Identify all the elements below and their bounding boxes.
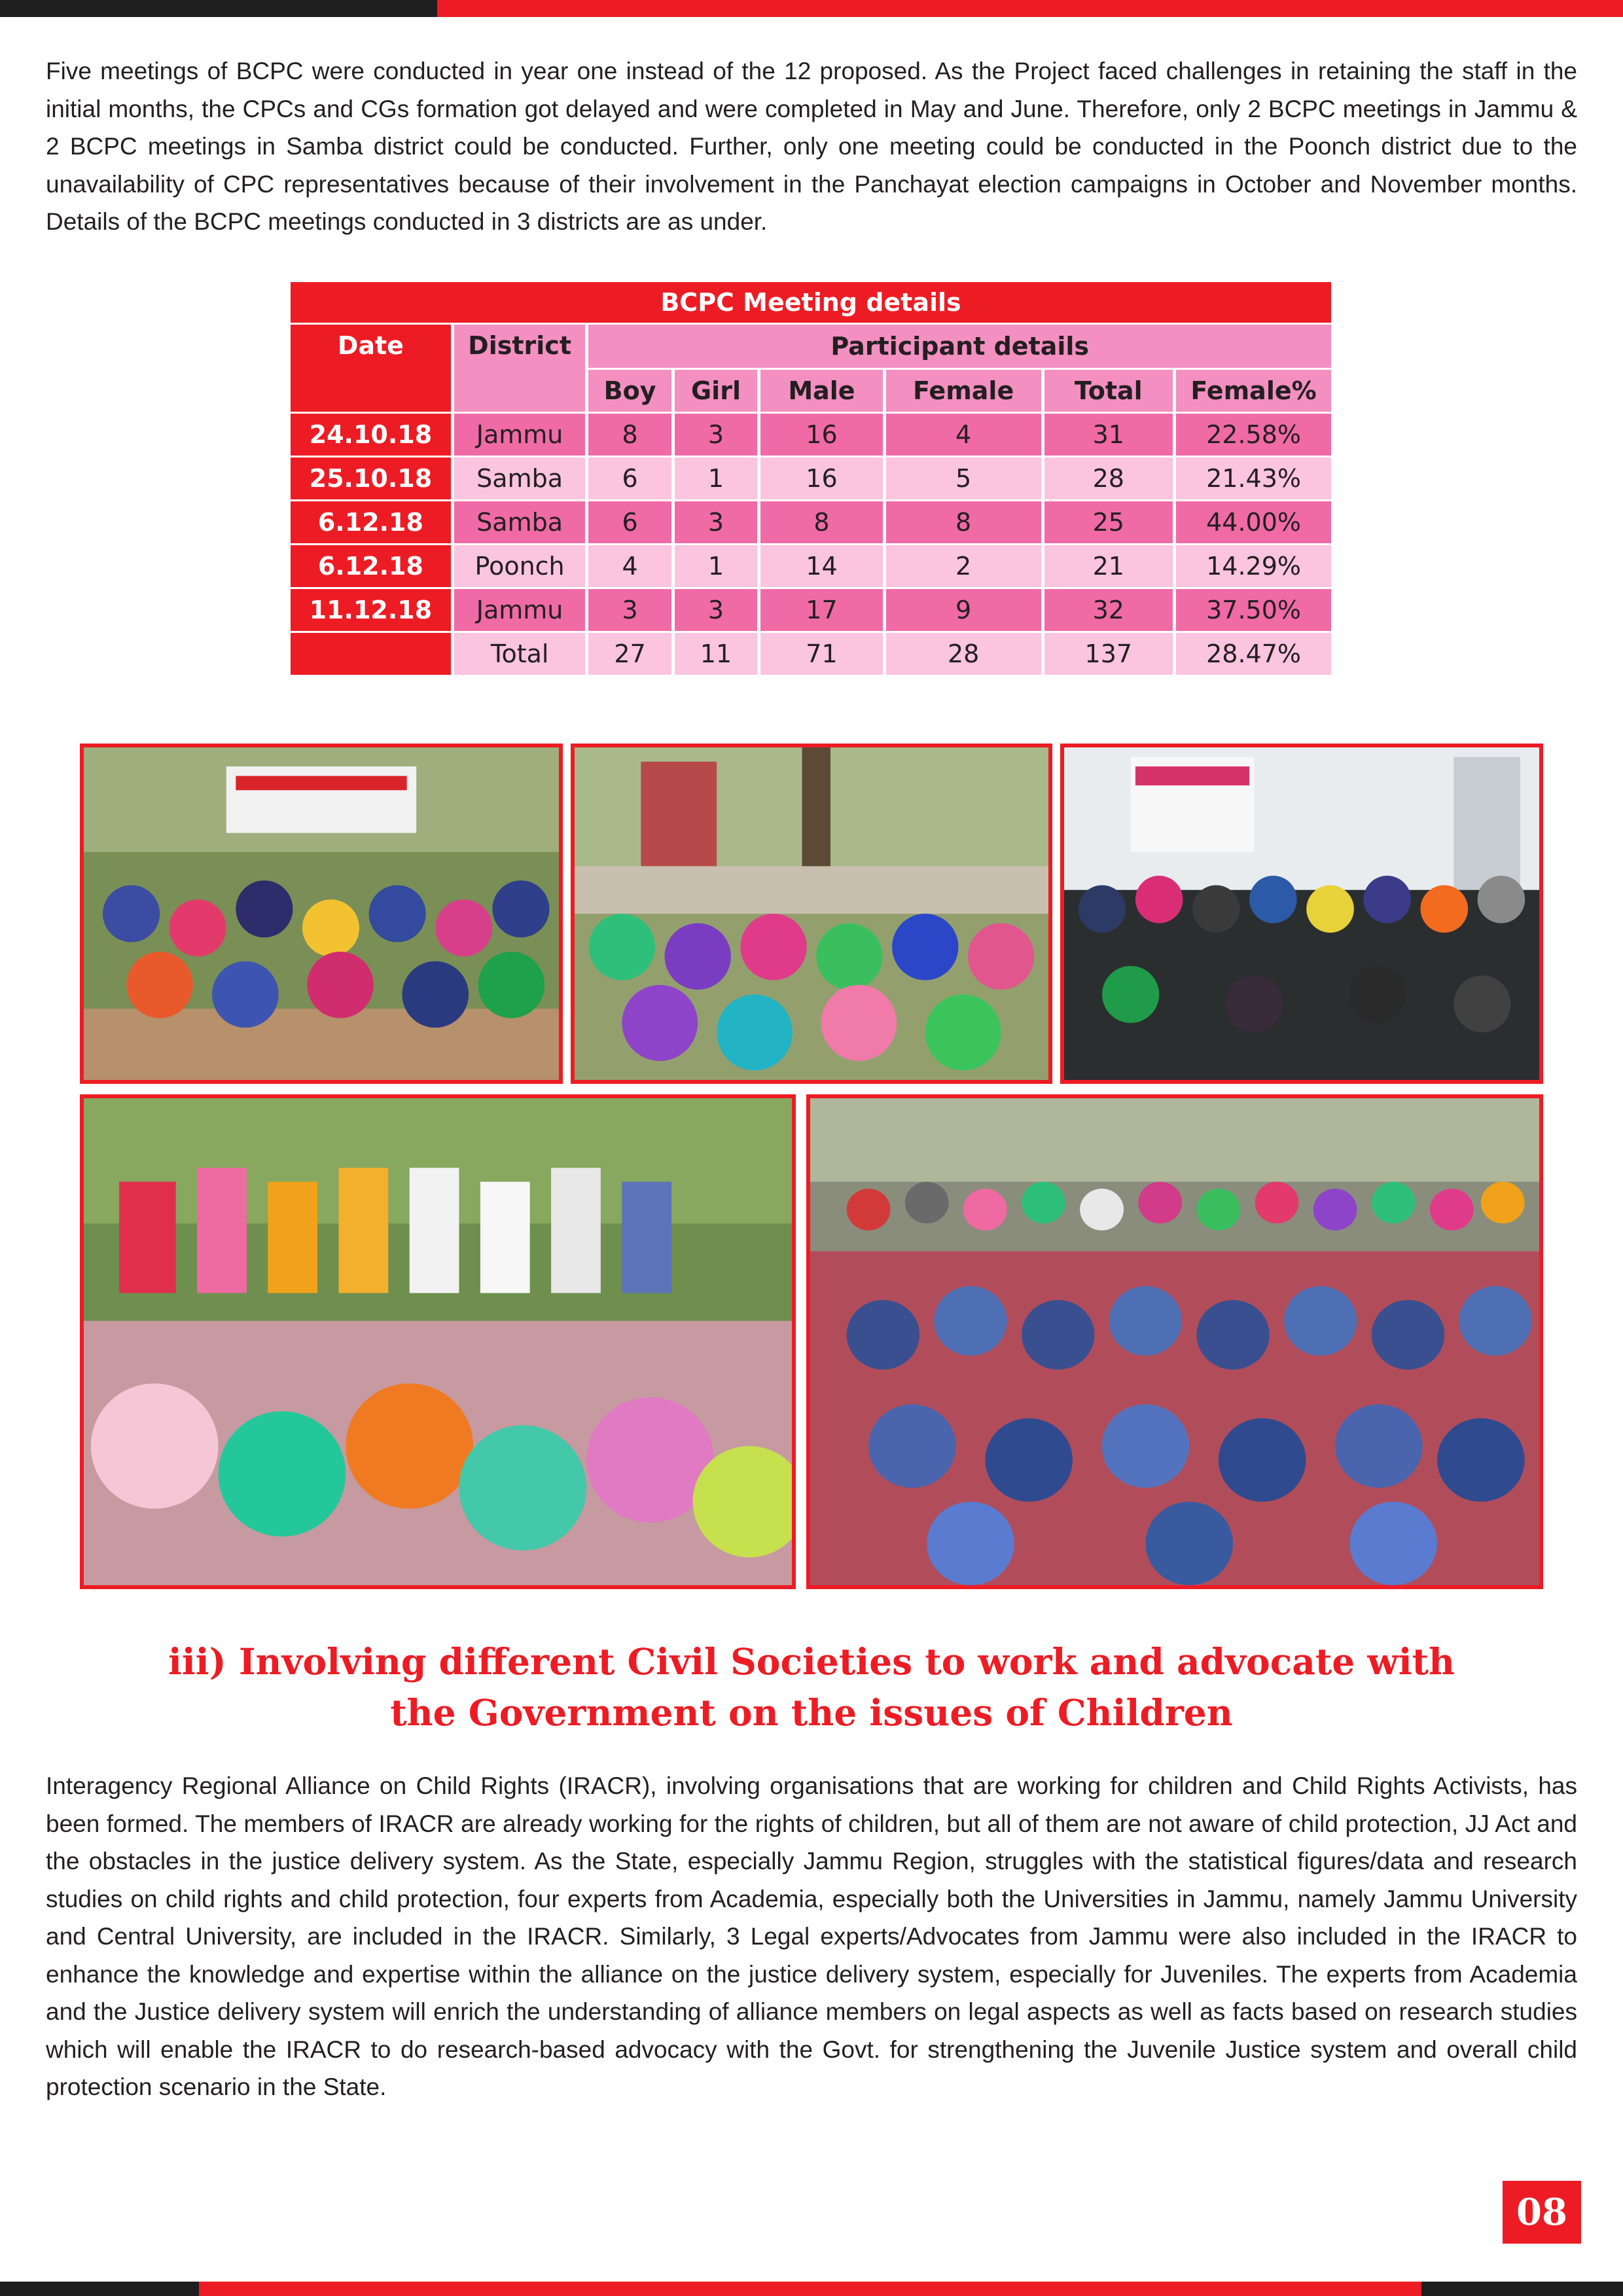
intro-paragraph: Five meetings of BCPC were conducted in year one instead of the 12 proposed. As the Project faced challenges in retaining the staff in the initial months, the CPCs and CGs formation got delayed and were completed in May and June. Therefore, only 2 BCPC meetings in Jammu & 2 BCPC meetings in Samba district could be conducted. Further, only one meeting could be conducted in the Poonch district due to the unavailability of CPC representatives because of their involvement in the Panchayat election campaigns in October and November months. Details of the BCPC meetings conducted in 3 districts are as under. <box>46 58 1577 235</box>
total-cell: 31 <box>1044 414 1173 456</box>
total-label-cell: Total <box>454 633 586 675</box>
district-cell: Poonch <box>454 545 586 587</box>
date-cell: 6.12.18 <box>291 545 451 587</box>
page-number: 08 <box>1503 2181 1581 2244</box>
female-pct-cell: 21.43% <box>1176 457 1331 499</box>
date-cell: 11.12.18 <box>291 589 451 631</box>
boy-cell: 6 <box>588 501 671 543</box>
male-cell: 16 <box>760 414 883 456</box>
boy-cell: 3 <box>588 589 671 631</box>
table-total-row <box>291 633 1331 675</box>
table-row <box>291 501 1331 543</box>
male-cell: 17 <box>760 589 883 631</box>
female-pct-cell: 44.00% <box>1176 501 1331 543</box>
district-cell: Samba <box>454 457 586 499</box>
section-heading-line2: the Government on the issues of Children <box>390 1691 1233 1734</box>
sub-header-boy: Boy <box>588 370 671 412</box>
total-cell: 21 <box>1044 545 1173 587</box>
female-pct-cell: 37.50% <box>1176 589 1331 631</box>
male-cell: 14 <box>760 545 883 587</box>
total-total-cell: 137 <box>1044 633 1173 675</box>
total-female-cell: 28 <box>886 633 1041 675</box>
sub-header-female-pct: Female% <box>1176 370 1331 412</box>
female-cell: 5 <box>886 457 1041 499</box>
total-blank-cell <box>291 633 451 675</box>
total-cell: 32 <box>1044 589 1173 631</box>
total-cell: 25 <box>1044 501 1173 543</box>
total-boy-cell: 27 <box>588 633 671 675</box>
women-gathering-under-tree-photo <box>571 744 1052 1084</box>
sub-header-total: Total <box>1044 370 1173 412</box>
date-header: Date <box>291 325 451 412</box>
table-caption: BCPC Meeting details <box>291 282 1331 323</box>
total-cell: 28 <box>1044 457 1173 499</box>
table-row <box>291 414 1331 456</box>
district-cell: Jammu <box>454 589 586 631</box>
girl-cell: 1 <box>675 457 757 499</box>
section-heading-line1: iii) Involving different Civil Societies to work and advocate with <box>168 1640 1455 1683</box>
indoor-meeting-banner-photo <box>1060 744 1543 1084</box>
bottom-bar-red-segment <box>199 2282 1421 2296</box>
date-cell: 24.10.18 <box>291 414 451 456</box>
boy-cell: 6 <box>588 457 671 499</box>
bcpc-meeting-table <box>291 280 1332 677</box>
table-row <box>291 545 1331 587</box>
sub-header-male: Male <box>760 370 883 412</box>
girl-cell: 1 <box>675 545 757 587</box>
sub-header-female: Female <box>886 370 1041 412</box>
bottom-bar-dark-left <box>0 2282 199 2296</box>
district-header: District <box>454 325 586 412</box>
female-cell: 8 <box>886 501 1041 543</box>
bottom-bar-dark-right <box>1421 2282 1623 2296</box>
female-cell: 2 <box>886 545 1041 587</box>
top-accent-bar <box>0 0 1623 17</box>
male-cell: 16 <box>760 457 883 499</box>
section-heading <box>157 1636 1466 1738</box>
female-pct-cell: 22.58% <box>1176 414 1331 456</box>
schoolchildren-seated-meeting-photo <box>806 1094 1543 1589</box>
table-row <box>291 589 1331 631</box>
district-cell: Samba <box>454 501 586 543</box>
date-cell: 25.10.18 <box>291 457 451 499</box>
bottom-accent-bar <box>0 2282 1623 2296</box>
boy-cell: 4 <box>588 545 671 587</box>
female-cell: 9 <box>886 589 1041 631</box>
female-cell: 4 <box>886 414 1041 456</box>
sub-header-girl: Girl <box>675 370 757 412</box>
total-girl-cell: 11 <box>675 633 757 675</box>
date-cell: 6.12.18 <box>291 501 451 543</box>
top-bar-dark-segment <box>0 0 437 17</box>
female-pct-cell: 14.29% <box>1176 545 1331 587</box>
table-row <box>291 457 1331 499</box>
girl-cell: 3 <box>675 589 757 631</box>
top-bar-red-segment <box>437 0 1623 17</box>
girl-cell: 3 <box>675 414 757 456</box>
girl-cell: 3 <box>675 501 757 543</box>
male-cell: 8 <box>760 501 883 543</box>
children-seated-outdoors-meeting-photo <box>80 744 563 1084</box>
district-cell: Jammu <box>454 414 586 456</box>
total-male-cell: 71 <box>760 633 883 675</box>
participant-details-header: Participant details <box>588 325 1331 368</box>
total-female-pct-cell: 28.47% <box>1176 633 1331 675</box>
women-group-standing-meeting-photo <box>80 1094 796 1589</box>
iracr-paragraph: Interagency Regional Alliance on Child Rights (IRACR), involving organisations that are working for children and Child Rights Activists, has been formed. The members of IRACR are already working for the rights of children, but all of them are not aware of child protection, JJ Act and the obstacles in the justice delivery system. As the State, especially Jammu Region, struggles with the statistical figures/data and research studies on child rights and child protection, four experts from Academia, especially both the Universities in Jammu, namely Jammu University and Central University, are included in the IRACR. Similarly, 3 Legal experts/Advocates from Jammu were also included in the IRACR to enhance the knowledge and expertise within the alliance on the justice delivery system, especially for Juveniles. The experts from Academia and the Justice delivery system will enrich the understanding of alliance members on legal aspects as well as facts based on research studies which will enable the IRACR to do research-based advocacy with the Govt. for strengthening the Juvenile Justice system and overall child protection scenario in the State. <box>46 1772 1577 2100</box>
boy-cell: 8 <box>588 414 671 456</box>
